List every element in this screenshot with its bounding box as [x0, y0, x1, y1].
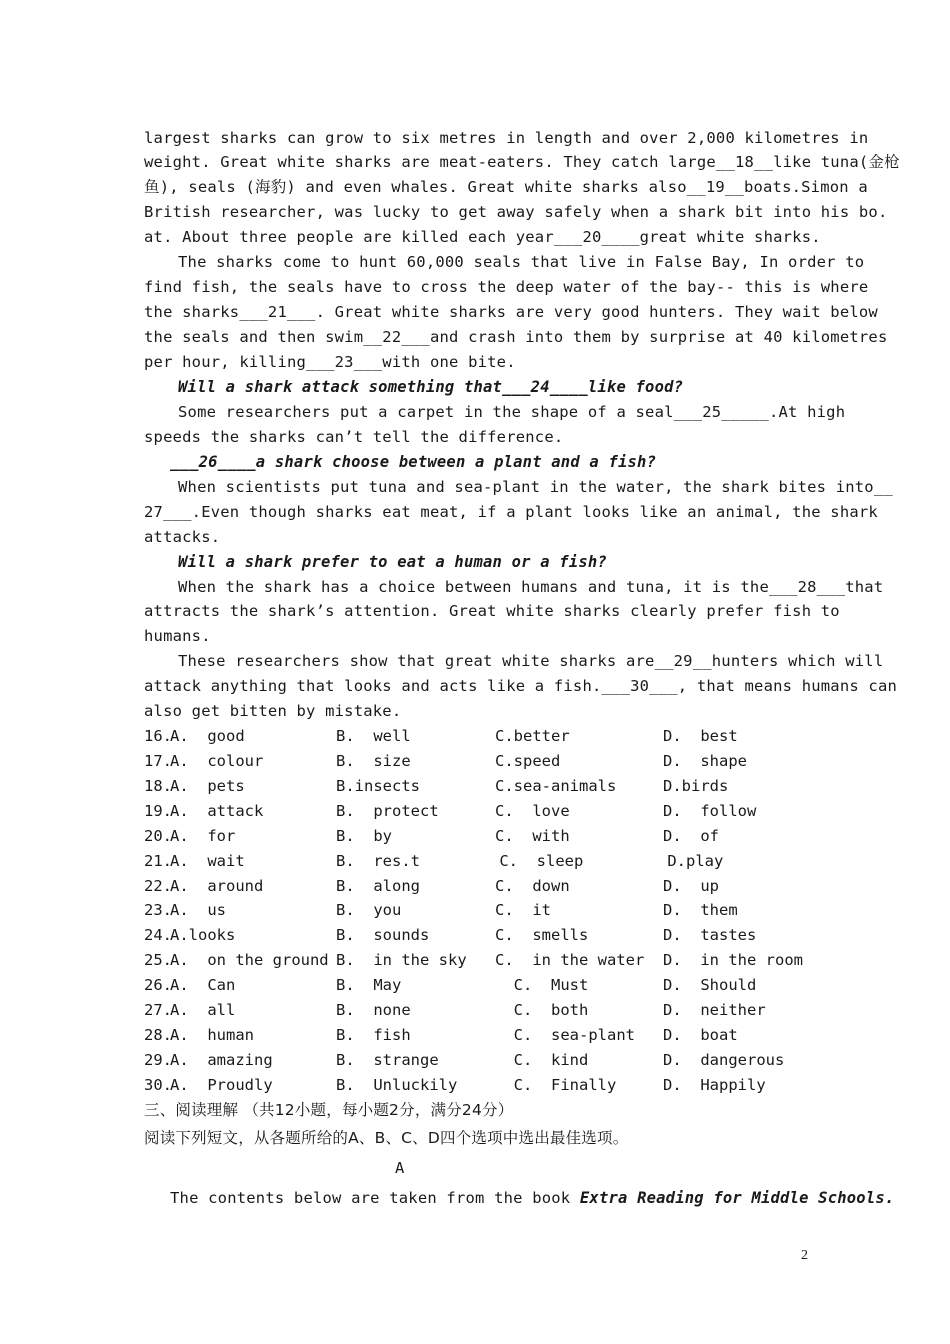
option-d: D. up	[663, 877, 719, 895]
intro-line	[170, 1186, 894, 1210]
option-d: D. them	[663, 901, 738, 919]
option-d: D. shape	[663, 752, 747, 770]
option-b: B. res.t	[336, 852, 420, 870]
option-b: B. sounds	[336, 926, 430, 944]
passage-line: also get bitten by mistake.	[144, 702, 402, 720]
passage-line: The sharks come to hunt 60,000 seals that live in False Bay, In order to	[178, 253, 865, 271]
option-d: D. dangerous	[663, 1051, 785, 1069]
option-b: B. along	[336, 877, 420, 895]
section-heading: Will a shark attack something that___24____like food?	[178, 378, 684, 396]
option-c: C. it	[495, 901, 551, 919]
passage-line: When scientists put tuna and sea-plant in the water, the shark bites into__	[178, 478, 893, 496]
question-number: 26.	[144, 976, 172, 994]
question-number: 22.	[144, 877, 172, 895]
option-a: A. Can	[170, 976, 236, 994]
option-c: C. love	[495, 802, 570, 820]
option-a: A. attack	[170, 802, 264, 820]
passage-line: 鱼), seals (海豹) and even whales. Great white sharks also__19__boats.Simon a	[144, 178, 868, 196]
question-number: 19.	[144, 802, 172, 820]
passage-line: 27___.Even though sharks eat meat, if a plant looks like an animal, the shark	[144, 503, 878, 521]
option-c: C.better	[495, 727, 570, 745]
option-a: A. around	[170, 877, 264, 895]
passage-line: humans.	[144, 627, 211, 645]
option-d: D. follow	[663, 802, 757, 820]
question-number: 25.	[144, 951, 172, 969]
option-b: B. none	[336, 1001, 411, 1019]
option-a: A. amazing	[170, 1051, 273, 1069]
option-c: C. with	[495, 827, 570, 845]
section-heading: Will a shark prefer to eat a human or a fish?	[178, 553, 607, 571]
question-number: 28.	[144, 1026, 172, 1044]
option-d: D. best	[663, 727, 738, 745]
option-a: A. colour	[170, 752, 264, 770]
passage-line: the sharks___21___. Great white sharks are very good hunters. They wait below	[144, 303, 878, 321]
option-b: B. fish	[336, 1026, 411, 1044]
intro-text: The contents below are taken from the book	[170, 1189, 580, 1207]
option-d: D. of	[663, 827, 719, 845]
option-a: A.looks	[170, 926, 236, 944]
option-c: C. Finally	[495, 1076, 617, 1094]
option-a: A. good	[170, 727, 245, 745]
passage-line: Some researchers put a carpet in the shape of a seal___25_____.At high	[178, 403, 846, 421]
book-title: Extra Reading for Middle Schools.	[579, 1189, 895, 1207]
option-c: C. sea-plant	[495, 1026, 635, 1044]
passage-line: the seals and then swim__22___and crash into them by surprise at 40 kilometres	[144, 328, 888, 346]
option-d: D. boat	[663, 1026, 738, 1044]
option-b: B. protect	[336, 802, 439, 820]
option-b: B. by	[336, 827, 392, 845]
option-a: A. on the ground	[170, 951, 329, 969]
question-number: 17.	[144, 752, 172, 770]
option-b: B. Unluckily	[336, 1076, 458, 1094]
passage-line: find fish, the seals have to cross the deep water of the bay-- this is where	[144, 278, 869, 296]
question-number: 24.	[144, 926, 172, 944]
passage-line: weight. Great white sharks are meat-eaters. They catch large__18__like tuna(金枪	[144, 153, 900, 171]
page-number: 2	[801, 1248, 808, 1263]
section-instruction: 阅读下列短文，从各题所给的A、B、C、D四个选项中选出最佳选项。	[144, 1129, 629, 1147]
passage-line: largest sharks can grow to six metres in length and over 2,000 kilometres in	[144, 129, 869, 147]
option-c: C. sleep	[490, 852, 584, 870]
passage-line: When the shark has a choice between humans and tuna, it is the___28___that	[178, 578, 884, 596]
passage-line: per hour, killing___23___with one bite.	[144, 353, 516, 371]
question-number: 29.	[144, 1051, 172, 1069]
option-c: C. kind	[495, 1051, 589, 1069]
part-label: A	[395, 1159, 405, 1177]
option-d: D. Should	[663, 976, 757, 994]
option-c: C. down	[495, 877, 570, 895]
option-a: A. all	[170, 1001, 236, 1019]
option-d: D. in the room	[663, 951, 803, 969]
option-a: A. pets	[170, 777, 245, 795]
passage-line: British researcher, was lucky to get away safely when a shark bit into his bo.	[144, 203, 888, 221]
option-c: C.speed	[495, 752, 561, 770]
option-c: C. both	[495, 1001, 589, 1019]
question-number: 23.	[144, 901, 172, 919]
option-b: B.insects	[336, 777, 420, 795]
option-a: A. for	[170, 827, 236, 845]
passage-line: speeds the sharks can’t tell the difference.	[144, 428, 564, 446]
option-c: C. Must	[495, 976, 589, 994]
option-b: B. you	[336, 901, 402, 919]
option-a: A. us	[170, 901, 226, 919]
section-title: 三、阅读理解 （共12小题，每小题2分，满分24分）	[144, 1101, 514, 1119]
option-b: B. in the sky	[336, 951, 467, 969]
option-a: A. Proudly	[170, 1076, 273, 1094]
question-number: 21.	[144, 852, 172, 870]
option-a: A. human	[170, 1026, 254, 1044]
question-number: 20.	[144, 827, 172, 845]
question-number: 16.	[144, 727, 172, 745]
option-c: C. smells	[495, 926, 589, 944]
option-b: B. size	[336, 752, 411, 770]
passage-line: attack anything that looks and acts like a fish.___30___, that means humans can	[144, 677, 898, 695]
passage-line: These researchers show that great white sharks are__29__hunters which will	[178, 652, 884, 670]
option-d: D. Happily	[663, 1076, 766, 1094]
option-d: D. tastes	[663, 926, 757, 944]
section-heading: ___26____a shark choose between a plant and a fish?	[170, 453, 657, 471]
option-b: B. May	[336, 976, 402, 994]
option-d: D. neither	[663, 1001, 766, 1019]
option-c: C.sea-animals	[495, 777, 617, 795]
option-c: C. in the water	[495, 951, 645, 969]
passage-line: attracts the shark’s attention. Great white sharks clearly prefer fish to	[144, 602, 840, 620]
question-number: 30.	[144, 1076, 172, 1094]
option-d: D.play	[658, 852, 724, 870]
option-d: D.birds	[663, 777, 729, 795]
option-b: B. well	[336, 727, 411, 745]
passage-line: attacks.	[144, 528, 221, 546]
option-b: B. strange	[336, 1051, 439, 1069]
question-number: 18.	[144, 777, 172, 795]
option-a: A. wait	[170, 852, 245, 870]
passage-line: at. About three people are killed each year___20____great white sharks.	[144, 228, 821, 246]
question-number: 27.	[144, 1001, 172, 1019]
